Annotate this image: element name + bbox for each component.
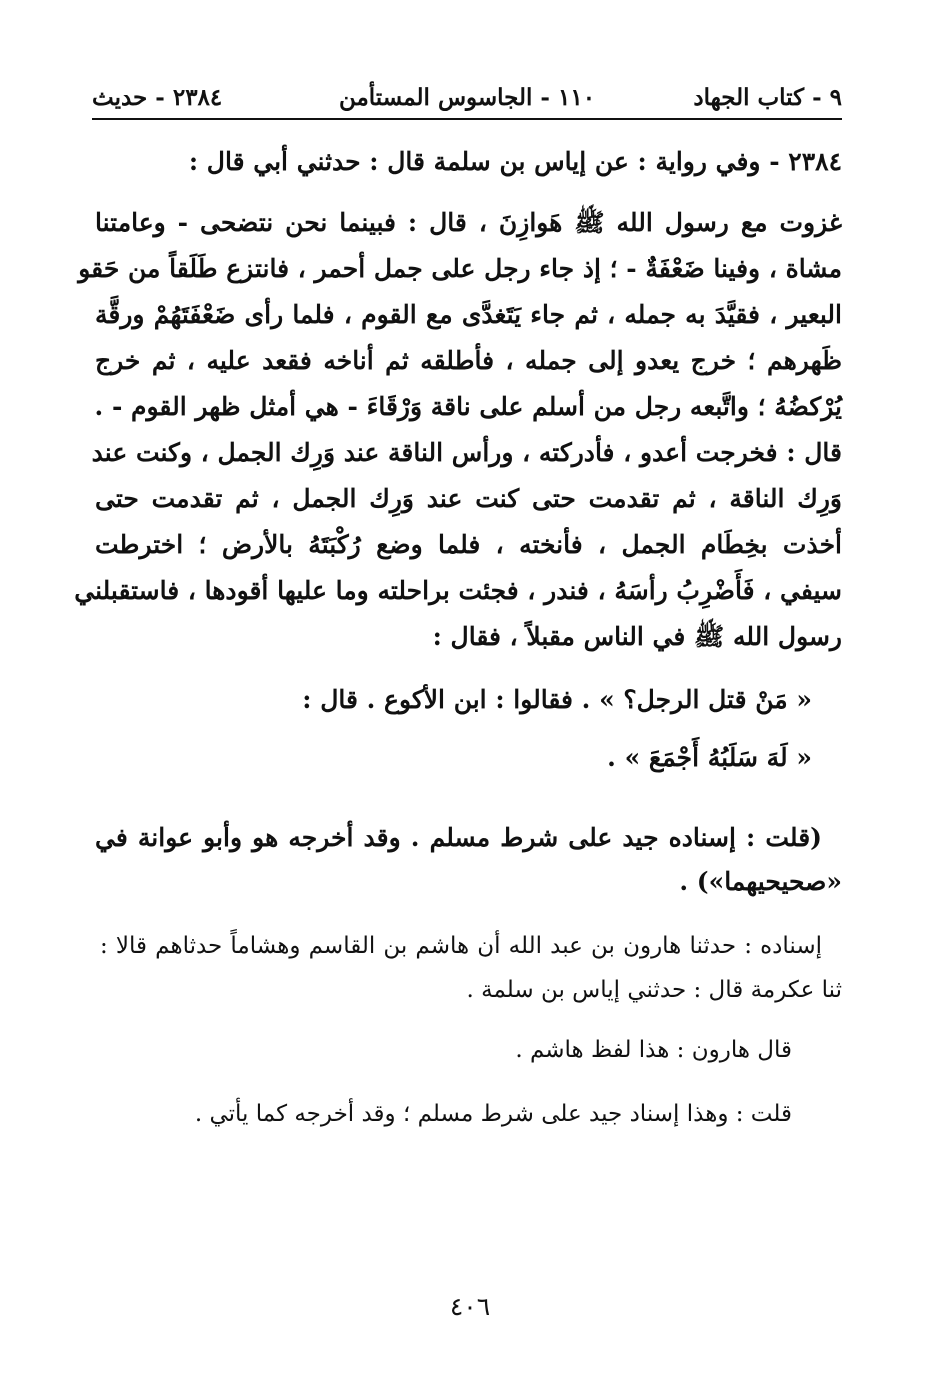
book-title: ٩ - كتاب الجهاد xyxy=(693,84,842,111)
isnad-line-1: إسناده : حدثنا هارون بن عبد الله أن هاشم بن القاسم وهشاماً حدثاهم قالا : xyxy=(100,933,822,959)
text-line: أخذت بخِطَام الجمل ، فأنخته ، فلما وضع رُكْبَتَهُ بالأرض ؛ اخترطت xyxy=(95,530,842,559)
page-number: ٤٠٦ xyxy=(449,1292,491,1321)
final-note: قلت : وهذا إسناد جيد على شرط مسلم ؛ وقد أخرجه كما يأتي . xyxy=(194,1101,792,1127)
text-line: وَرِك الناقة ، ثم تقدمت حتى كنت عند وَرِك الجمل ، ثم تقدمت حتى xyxy=(95,484,842,513)
text-line: البعير ، فقيَّدَ به جمله ، ثم جاء يَتَغدَّى مع القوم ، فلما رأى ضَعْفَتَهُمْ ورقَّة xyxy=(95,300,842,329)
chapter-title: ١١٠ - الجاسوس المستأمن xyxy=(338,84,596,111)
note-line-2: «صحيحيهما») . xyxy=(679,867,842,896)
text-line: يُرْكضُهُ ؛ واتَّبعه رجل من أسلم على ناقة وَرْقَاءَ - هي أمثل ظهر القوم - . xyxy=(94,392,842,421)
running-header xyxy=(92,78,842,118)
text-line: مشاة ، وفينا ضَعْفَةٌ - ؛ إذ جاء رجل على جمل أحمر ، فانتزع طَلَقاً من حَقو xyxy=(78,254,842,283)
text-line: سيفي ، فَأَضْرِبُ رأسَهُ ، فندر ، فجئت براحلته وما عليها أقودها ، فاستقبلني xyxy=(74,576,842,605)
text-line: رسول الله ﷺ في الناس مقبلاً ، فقال : xyxy=(432,622,842,651)
hadith-number: ٢٣٨٤ - حديث xyxy=(92,84,223,111)
prophet-quote-1: « مَنْ قتل الرجل؟ » . فقالوا : ابن الأكوع . قال : xyxy=(302,685,812,714)
text-line: غزوت مع رسول الله ﷺ هَوازِنَ ، قال : فبينما نحن نتضحى - وعامتنا xyxy=(95,208,842,237)
header-rule xyxy=(92,118,842,120)
hadith-intro: ٢٣٨٤ - وفي رواية : عن إياس بن سلمة قال : حدثني أبي قال : xyxy=(188,147,842,176)
harun-note: قال هارون : هذا لفظ هاشم . xyxy=(515,1037,792,1063)
text-line: قال : فخرجت أعدو ، فأدركته ، ورأس الناقة عند وَرِك الجمل ، وكنت عند xyxy=(91,438,842,467)
prophet-quote-2: « لَهَ سَلَبُهُ أَجْمَعَ » . xyxy=(607,743,812,772)
text-line: ظَهرهم ؛ خرج يعدو إلى جمله ، فأطلقه ثم أناخه فقعد عليه ، ثم خرج xyxy=(95,346,842,375)
isnad-line-2: ثنا عكرمة قال : حدثني إياس بن سلمة . xyxy=(466,977,842,1003)
note-line-1: (قلت : إسناده جيد على شرط مسلم . وقد أخرجه هو وأبو عوانة في xyxy=(95,823,822,852)
